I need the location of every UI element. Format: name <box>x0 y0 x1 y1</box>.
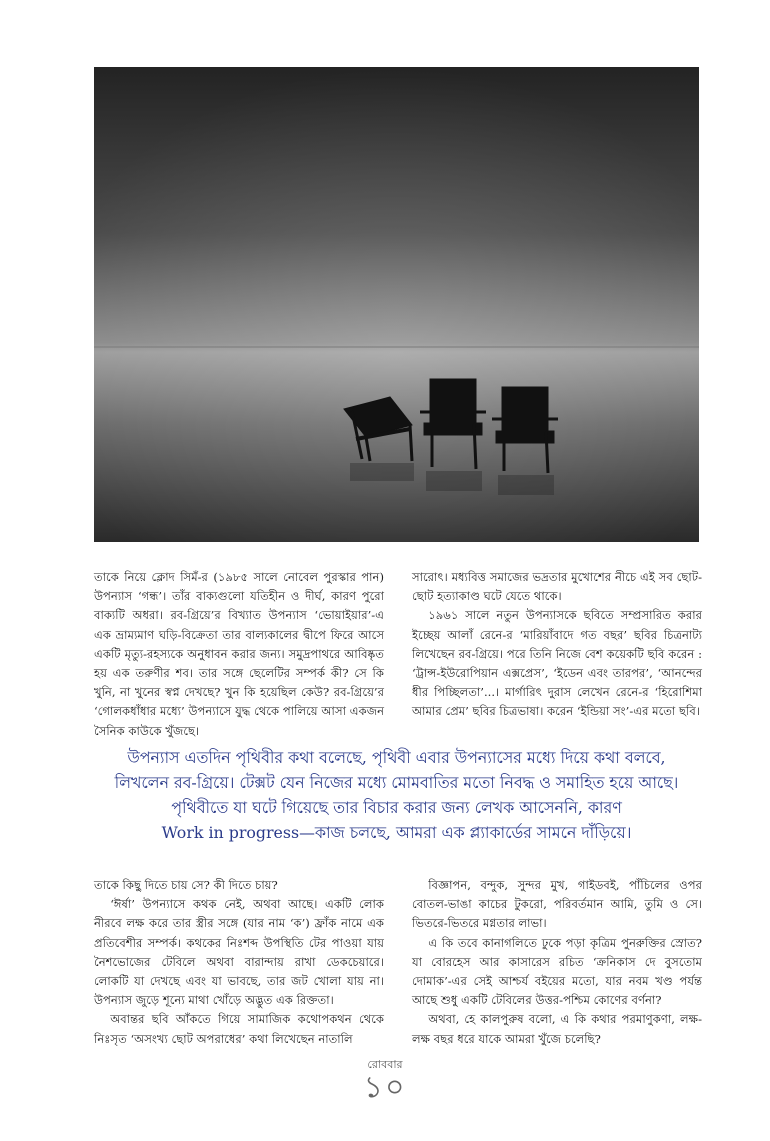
pull-quote-line: পৃথিবীতে যা ঘটে গিয়েছে তার বিচার করার জন্য লেখক আসেননি, কারণ <box>171 798 622 817</box>
pull-quote-line: উপন্যাস এতদিন পৃথিবীর কথা বলেছে, পৃথিবী এবার উপন্যাসের মধ্যে দিয়ে কথা বলবে, <box>127 748 666 767</box>
paragraph: তাকে নিয়ে ক্লোদ সিমঁ-র (১৯৮৫ সালে নোবেল পুরস্কার পান) উপন্যাস ‘গন্ধ’। তাঁর বাক্যগুলো যতিহীন ও দীর্ঘ, কারণ পুরো বাক্যটি অধরা। রব-গ্রিয়ে’র বিখ্যাত উপন্যাস ‘ভোয়াইয়ার’-এ এক ভ্রাম্যমাণ ঘড়ি-বিক্রেতা তার বাল্যকালের দ্বীপে ফিরে আসে একটি মৃত্যু-রহস্যকে অনুধাবন করার জন্য। সমুদ্রপাথরে আবিষ্কৃত হয় এক তরুণীর শব। তার সঙ্গে ছেলেটির সম্পর্ক কী? সে কি খুনি, না খুনের স্বপ্ন দেখছে? খুন কি হয়েছিল কেউ? রব-গ্রিয়ে’র ‘গোলকধাঁধার মধ্যে’ উপন্যাসে যুদ্ধ থেকে পালিয়ে আসা একজন সৈনিক কাউকে খুঁজছে। <box>94 570 384 738</box>
beach-chairs-photo <box>94 67 699 542</box>
pull-quote <box>94 745 699 845</box>
article-column-upper-right <box>412 568 702 722</box>
paragraph: ১৯৬১ সালে নতুন উপন্যাসকে ছবিতে সম্প্রসারিত করার ইচ্ছেয় আলাঁ রেনে-র ‘মারিয়াঁবাদে গত বছর’ ছবির চিত্রনাট্য লিখেছেন রব-গ্রিয়ে। পরে তিনি নিজে বেশ কয়েকটি ছবি করেন : ‘ট্রান্স-ইউরোপিয়ান এক্সপ্রেস’, ‘ইডেন এবং তারপর’, ‘আনন্দের ধীর পিচ্ছিলতা’...। মার্গারিৎ দুরাস লেখেন রেনে-র ‘হিরোশিমা আমার প্রেম’ ছবির চিত্রভাষা। করেন ‘ইন্ডিয়া সং’-এর মতো ছবি। <box>412 608 702 719</box>
page-number: ১০ <box>363 1070 407 1105</box>
magazine-name: রোববার <box>367 1058 403 1071</box>
article-column-lower-left <box>94 876 384 1049</box>
paragraph: অথবা, হে কালপুরুষ বলো, এ কি কথার পরমাণুকণা, লক্ষ-লক্ষ বছর ধরে যাকে আমরা খুঁজে চলেছি? <box>412 1012 702 1046</box>
page-footer <box>0 1058 770 1104</box>
pull-quote-line: লিখলেন রব-গ্রিয়ে। টেক্সট যেন নিজের মধ্যে মোমবাতির মতো নিবদ্ধ ও সমাহিত হয়ে আছে। <box>114 773 679 792</box>
paragraph: বিজ্ঞাপন, বন্দুক, সুন্দর মুখ, গাইডবই, পাঁচিলের ওপর বোতল-ভাঙা কাচের টুকরো, পরিবর্তমান আমি, তুমি ও সে। ভিতরে-ভিতরে মগ্নতার লাভা। <box>412 878 702 931</box>
paragraph: অবান্তর ছবি আঁকতে গিয়ে সামাজিক কথোপকথন থেকে নিঃসৃত ‘অসংখ্য ছোট অপরাধের’ কথা লিখেছেন নাতালি <box>94 1012 384 1046</box>
paragraph: এ কি তবে কানাগলিতে ঢুকে পড়া কৃত্রিম পুনরুক্তির স্রোত? যা বোরহেস আর কাসারেস রচিত ‘ক্রনিকাস দে বুসতোম দোমাক’-এর সেই আশ্চর্য বইয়ের মতো, যার নবম খণ্ড পর্যন্ত আছে শুধু একটি টেবিলের উত্তর-পশ্চিম কোণের বর্ণনা? <box>412 935 702 1008</box>
paragraph: সারোৎ। মধ্যবিত্ত সমাজের ভদ্রতার মুখোশের নীচে এই সব ছোট-ছোট হত্যাকাণ্ড ঘটে যেতে থাকে। <box>412 570 702 604</box>
paragraph: তাকে কিছু দিতে চায় সে? কী দিতে চায়? <box>94 878 278 892</box>
pull-quote-line: Work in progress—কাজ চলছে, আমরা এক প্ল্যাকার্ডের সামনে দাঁড়িয়ে। <box>161 823 632 842</box>
paragraph: ‘ঈর্ষা’ উপন্যাসে কথক নেই, অথবা আছে। একটি লোক নীরবে লক্ষ করে তার স্ত্রীর সঙ্গে (যার নাম ‘ক’) ফ্রাঁক নামে এক প্রতিবেশীর সম্পর্ক। কথকের নিঃশব্দ উপস্থিতি টের পাওয়া যায় নৈশভোজের টেবিলে অথবা বারান্দায় রাখা ডেকচেয়ারে। লোকটি যা দেখছে এবং যা ভাবছে, তার জট খোলা যায় না। উপন্যাস জুড়ে শূন্যে মাথা খোঁড়ে অদ্ভুত এক রিক্ততা। <box>94 897 384 1008</box>
article-column-lower-right <box>412 876 702 1049</box>
article-column-upper-left <box>94 568 384 741</box>
